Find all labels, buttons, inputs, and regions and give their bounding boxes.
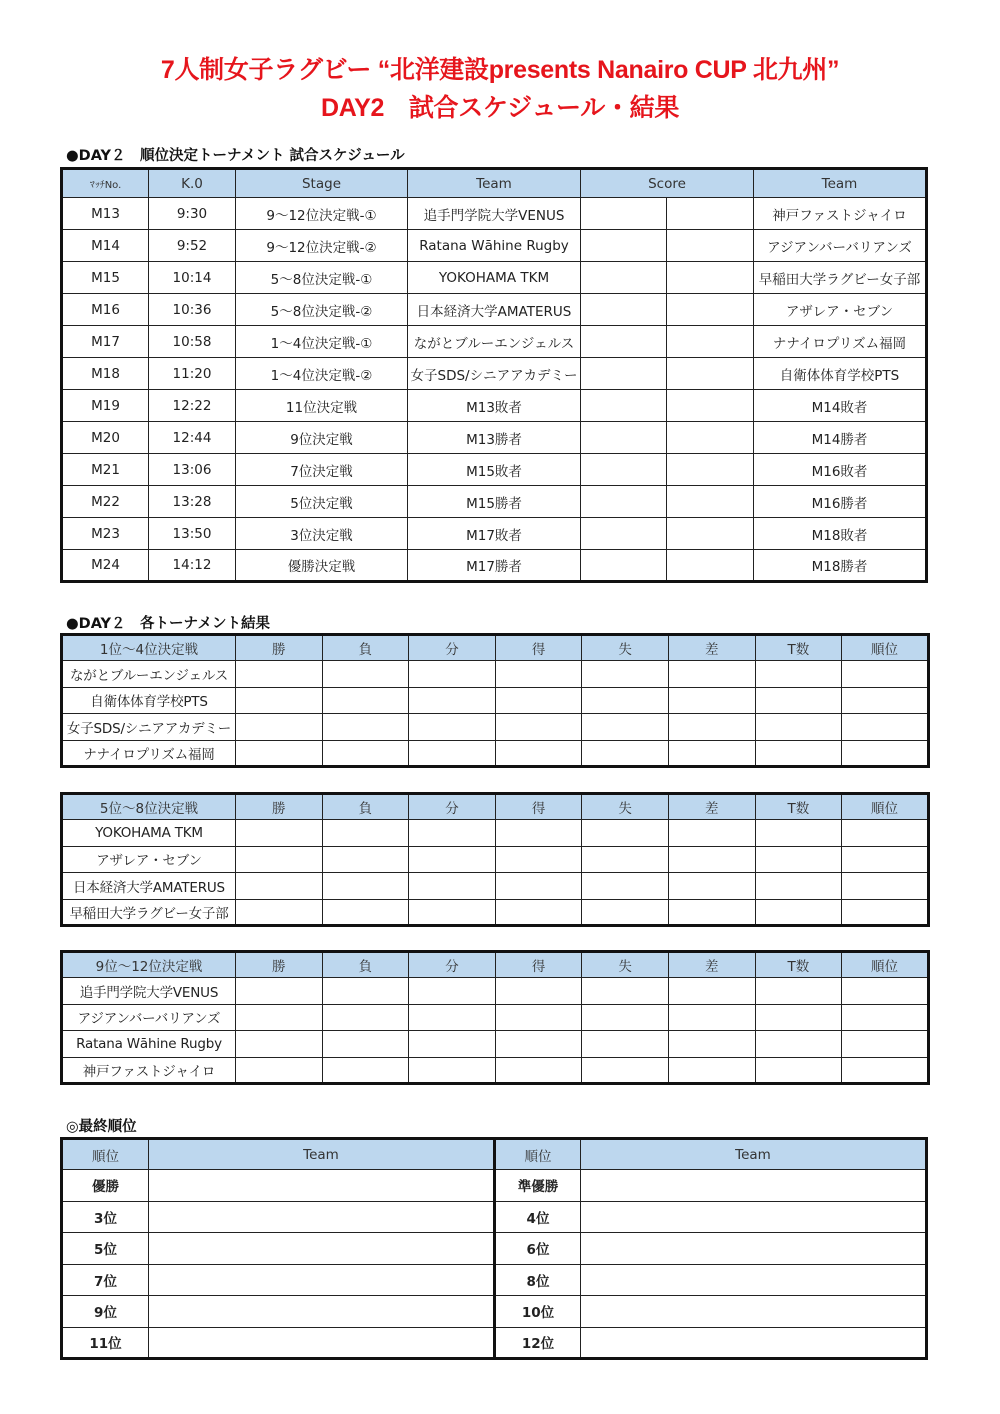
kickoff-cell: 13:28 [149,486,236,518]
stage-cell: 3位決定戦 [236,518,408,550]
stage-cell: 5～8位決定戦-① [236,262,408,294]
stat-header: T数 [755,794,842,820]
team-a-cell: ながとブルーエンジェルス [408,326,581,358]
stat-cell[interactable] [842,873,929,900]
stat-cell[interactable] [236,899,323,926]
score-a-cell[interactable] [581,294,667,326]
stat-cell[interactable] [842,820,929,847]
document-title: 7人制女子ラグビー “北洋建設presents Nanairo CUP 北九州” [160,56,840,84]
stat-cell[interactable] [236,846,323,873]
score-b-cell[interactable] [667,550,754,582]
stat-cell[interactable] [495,687,582,714]
team-right-cell[interactable] [581,1327,927,1359]
stat-cell[interactable] [668,740,755,767]
stat-cell[interactable] [668,687,755,714]
stat-cell[interactable] [668,899,755,926]
match-no-cell: M16 [62,294,149,326]
stat-cell[interactable] [668,846,755,873]
stat-cell[interactable] [668,873,755,900]
schedule-row [62,230,927,262]
final-header-row [62,1139,927,1170]
stat-cell[interactable] [582,687,669,714]
stat-cell[interactable] [842,740,929,767]
rank-right-cell: 4位 [495,1201,581,1233]
results-table-title: 1位～4位決定戦 [62,635,236,661]
stat-cell[interactable] [236,740,323,767]
results-team-name: Ratana Wāhine Rugby [62,1031,236,1058]
stat-cell[interactable] [755,1057,842,1084]
stat-cell[interactable] [322,740,409,767]
stat-cell[interactable] [582,899,669,926]
stat-cell[interactable] [755,846,842,873]
match-no-cell: M21 [62,454,149,486]
kickoff-cell: 9:52 [149,230,236,262]
results-row [62,1031,929,1058]
schedule-row [62,390,927,422]
rank-right-cell: 準優勝 [495,1170,581,1202]
team-b-cell: M16敗者 [754,454,927,486]
results-table-title: 5位～8位決定戦 [62,794,236,820]
stat-cell[interactable] [668,820,755,847]
stat-header: 失 [582,794,669,820]
schedule-row [62,358,927,390]
score-b-cell[interactable] [667,198,754,230]
results-row [62,714,929,741]
stage-cell: 7位決定戦 [236,454,408,486]
stat-header: 失 [582,952,669,978]
kickoff-cell: 12:22 [149,390,236,422]
stat-cell[interactable] [322,1004,409,1031]
stat-cell[interactable] [755,1031,842,1058]
stat-cell[interactable] [322,1031,409,1058]
schedule-row [62,454,927,486]
team-b-cell: M14勝者 [754,422,927,454]
score-a-cell[interactable] [581,198,667,230]
score-a-cell[interactable] [581,422,667,454]
score-a-cell[interactable] [581,262,667,294]
score-b-cell[interactable] [667,422,754,454]
header-team-left: Team [149,1139,495,1170]
kickoff-cell: 10:14 [149,262,236,294]
score-b-cell[interactable] [667,454,754,486]
team-b-cell: M16勝者 [754,486,927,518]
stat-cell[interactable] [322,661,409,688]
match-no-cell: M14 [62,230,149,262]
results-table-title: 9位～12位決定戦 [62,952,236,978]
stat-cell[interactable] [236,714,323,741]
header-rank-right: 順位 [495,1139,581,1170]
stat-cell[interactable] [842,1031,929,1058]
stat-header: 負 [322,794,409,820]
stat-cell[interactable] [236,820,323,847]
stat-cell[interactable] [495,740,582,767]
stat-header: 差 [668,794,755,820]
stat-header: 分 [409,794,496,820]
stat-cell[interactable] [582,978,669,1005]
stat-cell[interactable] [842,899,929,926]
results-row [62,978,929,1005]
stat-cell[interactable] [322,873,409,900]
team-b-cell: 自衛体体育学校PTS [754,358,927,390]
stat-cell[interactable] [582,1004,669,1031]
team-b-cell: アザレア・セブン [754,294,927,326]
header-team-a: Team [408,169,581,198]
kickoff-cell: 13:06 [149,454,236,486]
rank-left-cell: 5位 [62,1233,149,1265]
stat-cell[interactable] [582,873,669,900]
stat-cell[interactable] [495,1057,582,1084]
stat-cell[interactable] [755,1004,842,1031]
team-b-cell: M18勝者 [754,550,927,582]
stat-cell[interactable] [668,1057,755,1084]
stat-cell[interactable] [755,740,842,767]
kickoff-cell: 10:36 [149,294,236,326]
stat-cell[interactable] [842,978,929,1005]
stat-cell[interactable] [409,1004,496,1031]
results-team-name: ナナイロプリズム福岡 [62,740,236,767]
results-team-name: 追手門学院大学VENUS [62,978,236,1005]
results-table-5-8 [60,792,930,927]
stat-cell[interactable] [842,1004,929,1031]
team-right-cell[interactable] [581,1201,927,1233]
results-team-name: アザレア・セブン [62,846,236,873]
team-a-cell: M15敗者 [408,454,581,486]
team-a-cell: M17勝者 [408,550,581,582]
stat-cell[interactable] [755,820,842,847]
stat-cell[interactable] [842,687,929,714]
score-b-cell[interactable] [667,230,754,262]
team-b-cell: 早稲田大学ラグビー女子部 [754,262,927,294]
stat-cell[interactable] [322,978,409,1005]
score-b-cell[interactable] [667,262,754,294]
stat-cell[interactable] [755,873,842,900]
team-b-cell: M18敗者 [754,518,927,550]
header-team-right: Team [581,1139,927,1170]
match-no-cell: M24 [62,550,149,582]
stat-cell[interactable] [582,661,669,688]
final-standings-row [62,1296,927,1328]
stat-cell[interactable] [582,714,669,741]
results-row [62,687,929,714]
final-standings-row [62,1170,927,1202]
stat-cell[interactable] [409,820,496,847]
stat-cell[interactable] [755,899,842,926]
team-left-cell[interactable] [149,1327,495,1359]
stat-cell[interactable] [495,978,582,1005]
final-standings-row [62,1201,927,1233]
stat-cell[interactable] [842,661,929,688]
stat-cell[interactable] [236,873,323,900]
stat-header: 順位 [842,952,929,978]
kickoff-cell: 12:44 [149,422,236,454]
rank-left-cell: 9位 [62,1296,149,1328]
score-b-cell[interactable] [667,486,754,518]
stat-cell[interactable] [495,899,582,926]
score-a-cell[interactable] [581,390,667,422]
score-a-cell[interactable] [581,454,667,486]
team-a-cell: YOKOHAMA TKM [408,262,581,294]
results-row [62,846,929,873]
stat-cell[interactable] [668,1004,755,1031]
stat-cell[interactable] [236,1031,323,1058]
match-no-cell: M18 [62,358,149,390]
stage-cell: 5～8位決定戦-② [236,294,408,326]
stat-header: 負 [322,635,409,661]
schedule-row [62,326,927,358]
team-b-cell: 神戸ファストジャイロ [754,198,927,230]
stage-cell: 9～12位決定戦-① [236,198,408,230]
stat-cell[interactable] [842,846,929,873]
final-standings-heading: ◎最終順位 [66,1119,137,1135]
stat-cell[interactable] [495,846,582,873]
stat-cell[interactable] [755,714,842,741]
stat-cell[interactable] [322,1057,409,1084]
results-row [62,820,929,847]
stat-cell[interactable] [322,820,409,847]
stat-cell[interactable] [236,978,323,1005]
score-b-cell[interactable] [667,326,754,358]
results-row [62,873,929,900]
stat-cell[interactable] [322,714,409,741]
header-kickoff: K.0 [149,169,236,198]
stat-cell[interactable] [409,899,496,926]
results-team-name: ながとブルーエンジェルス [62,661,236,688]
score-a-cell[interactable] [581,518,667,550]
schedule-row [62,550,927,582]
stat-cell[interactable] [409,1057,496,1084]
header-score: Score [581,169,754,198]
stat-cell[interactable] [582,1031,669,1058]
stat-cell[interactable] [495,661,582,688]
stage-cell: 9～12位決定戦-② [236,230,408,262]
stat-cell[interactable] [495,820,582,847]
results-team-name: 日本経済大学AMATERUS [62,873,236,900]
match-no-cell: M19 [62,390,149,422]
schedule-row [62,294,927,326]
results-team-name: 女子SDS/シニアアカデミー [62,714,236,741]
final-standings-row [62,1264,927,1296]
final-standings-table [60,1137,928,1360]
stat-header: 勝 [236,794,323,820]
stat-header: 負 [322,952,409,978]
stat-header: 得 [495,794,582,820]
rank-right-cell: 6位 [495,1233,581,1265]
rank-left-cell: 11位 [62,1327,149,1359]
kickoff-cell: 10:58 [149,326,236,358]
stage-cell: 5位決定戦 [236,486,408,518]
score-b-cell[interactable] [667,390,754,422]
team-left-cell[interactable] [149,1264,495,1296]
results-header-row [62,635,929,661]
stat-header: 順位 [842,635,929,661]
score-a-cell[interactable] [581,550,667,582]
results-heading: ●DAY２ 各トーナメント結果 [66,616,270,632]
stat-cell[interactable] [582,846,669,873]
schedule-heading: ●DAY２ 順位決定トーナメント 試合スケジュール [66,148,405,164]
results-header-row [62,952,929,978]
stat-cell[interactable] [668,1031,755,1058]
score-a-cell[interactable] [581,486,667,518]
header-team-b: Team [754,169,927,198]
stat-cell[interactable] [668,714,755,741]
kickoff-cell: 13:50 [149,518,236,550]
stat-cell[interactable] [495,873,582,900]
stage-cell: 1～4位決定戦-② [236,358,408,390]
stat-cell[interactable] [755,687,842,714]
stat-header: 得 [495,952,582,978]
team-b-cell: M14敗者 [754,390,927,422]
schedule-row [62,422,927,454]
team-a-cell: Ratana Wāhine Rugby [408,230,581,262]
kickoff-cell: 14:12 [149,550,236,582]
stat-cell[interactable] [582,820,669,847]
schedule-table [60,167,928,583]
score-b-cell[interactable] [667,358,754,390]
match-no-cell: M15 [62,262,149,294]
team-left-cell[interactable] [149,1233,495,1265]
team-left-cell[interactable] [149,1296,495,1328]
stat-cell[interactable] [322,899,409,926]
results-table-9-12 [60,950,930,1085]
stat-cell[interactable] [582,1057,669,1084]
stat-cell[interactable] [755,661,842,688]
stat-cell[interactable] [582,740,669,767]
score-b-cell[interactable] [667,518,754,550]
stat-header: T数 [755,952,842,978]
team-left-cell[interactable] [149,1201,495,1233]
header-stage: Stage [236,169,408,198]
stat-cell[interactable] [842,1057,929,1084]
results-row [62,899,929,926]
stat-header: 得 [495,635,582,661]
stat-cell[interactable] [236,661,323,688]
stat-header: T数 [755,635,842,661]
team-right-cell[interactable] [581,1233,927,1265]
stat-cell[interactable] [409,740,496,767]
stage-cell: 1～4位決定戦-① [236,326,408,358]
results-row [62,740,929,767]
kickoff-cell: 9:30 [149,198,236,230]
team-a-cell: M17敗者 [408,518,581,550]
stat-cell[interactable] [842,714,929,741]
stat-header: 分 [409,952,496,978]
stat-header: 順位 [842,794,929,820]
document-subtitle: DAY2 試合スケジュール・結果 [320,94,680,122]
score-a-cell[interactable] [581,326,667,358]
stat-cell[interactable] [322,687,409,714]
final-standings-row [62,1327,927,1359]
schedule-row [62,518,927,550]
rank-right-cell: 12位 [495,1327,581,1359]
stat-header: 失 [582,635,669,661]
team-a-cell: M13敗者 [408,390,581,422]
stat-cell[interactable] [409,714,496,741]
team-right-cell[interactable] [581,1170,927,1202]
stat-header: 勝 [236,952,323,978]
stat-header: 勝 [236,635,323,661]
kickoff-cell: 11:20 [149,358,236,390]
stat-cell[interactable] [409,873,496,900]
stat-cell[interactable] [409,978,496,1005]
stage-cell: 優勝決定戦 [236,550,408,582]
rank-left-cell: 7位 [62,1264,149,1296]
match-no-cell: M23 [62,518,149,550]
results-header-row [62,794,929,820]
stat-cell[interactable] [236,1004,323,1031]
results-table-1-4 [60,633,930,768]
match-no-cell: M22 [62,486,149,518]
header-rank-left: 順位 [62,1139,149,1170]
match-no-cell: M13 [62,198,149,230]
results-row [62,1004,929,1031]
team-left-cell[interactable] [149,1170,495,1202]
match-no-cell: M20 [62,422,149,454]
team-right-cell[interactable] [581,1296,927,1328]
stat-cell[interactable] [495,1031,582,1058]
team-a-cell: M15勝者 [408,486,581,518]
results-team-name: YOKOHAMA TKM [62,820,236,847]
team-a-cell: 日本経済大学AMATERUS [408,294,581,326]
stat-cell[interactable] [236,687,323,714]
results-row [62,661,929,688]
stat-header: 差 [668,952,755,978]
stat-cell[interactable] [495,1004,582,1031]
score-a-cell[interactable] [581,358,667,390]
rank-left-cell: 優勝 [62,1170,149,1202]
stage-cell: 9位決定戦 [236,422,408,454]
rank-right-cell: 8位 [495,1264,581,1296]
schedule-row [62,262,927,294]
stat-cell[interactable] [755,978,842,1005]
stat-cell[interactable] [409,846,496,873]
rank-right-cell: 10位 [495,1296,581,1328]
final-standings-row [62,1233,927,1265]
stat-header: 分 [409,635,496,661]
team-a-cell: 追手門学院大学VENUS [408,198,581,230]
results-team-name: 神戸ファストジャイロ [62,1057,236,1084]
team-a-cell: M13勝者 [408,422,581,454]
stat-cell[interactable] [409,661,496,688]
schedule-row [62,198,927,230]
stat-cell[interactable] [409,687,496,714]
header-match-no: ﾏｯﾁNo. [62,169,149,198]
stage-cell: 11位決定戦 [236,390,408,422]
results-team-name: アジアンバーバリアンズ [62,1004,236,1031]
stat-header: 差 [668,635,755,661]
stat-cell[interactable] [236,1057,323,1084]
stat-cell[interactable] [495,714,582,741]
results-team-name: 自衛体体育学校PTS [62,687,236,714]
results-team-name: 早稲田大学ラグビー女子部 [62,899,236,926]
team-b-cell: アジアンバーバリアンズ [754,230,927,262]
results-row [62,1057,929,1084]
schedule-row [62,486,927,518]
team-b-cell: ナナイロプリズム福岡 [754,326,927,358]
schedule-header-row [62,169,927,198]
team-a-cell: 女子SDS/シニアアカデミー [408,358,581,390]
stat-cell[interactable] [322,846,409,873]
rank-left-cell: 3位 [62,1201,149,1233]
stat-cell[interactable] [668,978,755,1005]
team-right-cell[interactable] [581,1264,927,1296]
stat-cell[interactable] [409,1031,496,1058]
score-a-cell[interactable] [581,230,667,262]
score-b-cell[interactable] [667,294,754,326]
stat-cell[interactable] [668,661,755,688]
match-no-cell: M17 [62,326,149,358]
